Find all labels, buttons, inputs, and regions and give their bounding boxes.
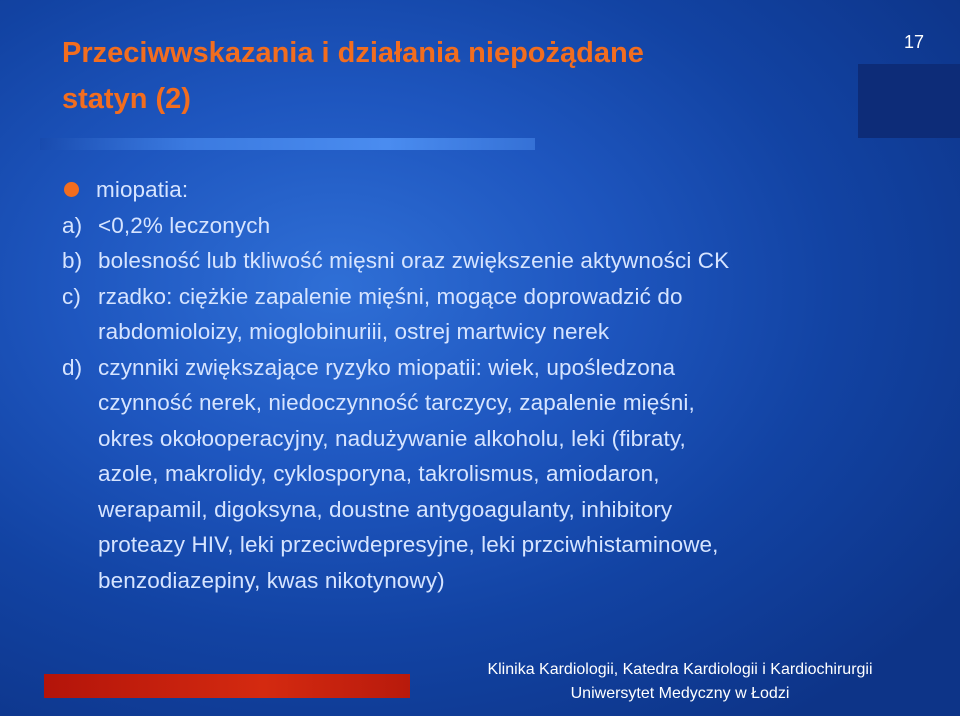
list-item-line: azole, makrolidy, cyklosporyna, takrolismus, amiodaron, [98,461,660,486]
bullet-dot-icon [64,182,79,197]
list-item-line: czynność nerek, niedoczynność tarczycy, zapalenie mięśni, [98,390,695,415]
list-item-line: werapamil, digoksyna, doustne antygoagulanty, inhibitory [98,496,673,522]
list-marker: c) [62,283,81,309]
title-line: Przeciwwskazania i działania niepożądane [62,37,644,69]
footer-line: Uniwersytet Medyczny w Łodzi [570,685,790,702]
list-item-line: proteazy HIV, leki przeciwdepresyjne, leki przciwhistaminowe, [98,532,719,557]
list-item-line: okres okołooperacyjny, nadużywanie alkoholu, leki (fibraty, [98,425,686,451]
bullet-text: miopatia: [96,177,189,202]
list-item-c [62,279,942,350]
list-item-line: bolesność lub tkliwość mięsni oraz zwiększenie aktywności CK [98,248,730,273]
title-underline-bar [40,138,535,150]
list-marker: a) [62,212,83,238]
bullet-item [62,172,942,208]
slide-title [62,30,862,122]
list-item-line: <0,2% leczonych [98,212,271,238]
list-item-line: czynniki zwiększające ryzyko miopatii: wiek, upośledzona [98,354,676,380]
slide-content [62,172,942,598]
list-item-line: rabdomioloizy, mioglobinuriii, ostrej martwicy nerek [98,319,610,344]
list-item-line: rzadko: ciężkie zapalenie mięśni, mogące doprowadzić do [98,283,683,309]
list-item-d [62,350,942,599]
list-item-line: benzodiazepiny, kwas nikotynowy) [98,567,445,593]
list-item-b [62,243,942,279]
title-line: statyn (2) [62,83,191,115]
list-marker: d) [62,354,83,380]
list-item-a [62,208,942,244]
list-marker: b) [62,248,83,273]
top-right-band [858,64,960,138]
footer-line: Klinika Kardiologii, Katedra Kardiologii i Kardiochirurgii [487,661,873,678]
footer [435,658,925,706]
page-number: 17 [903,32,924,52]
footer-accent-bar [44,674,410,698]
